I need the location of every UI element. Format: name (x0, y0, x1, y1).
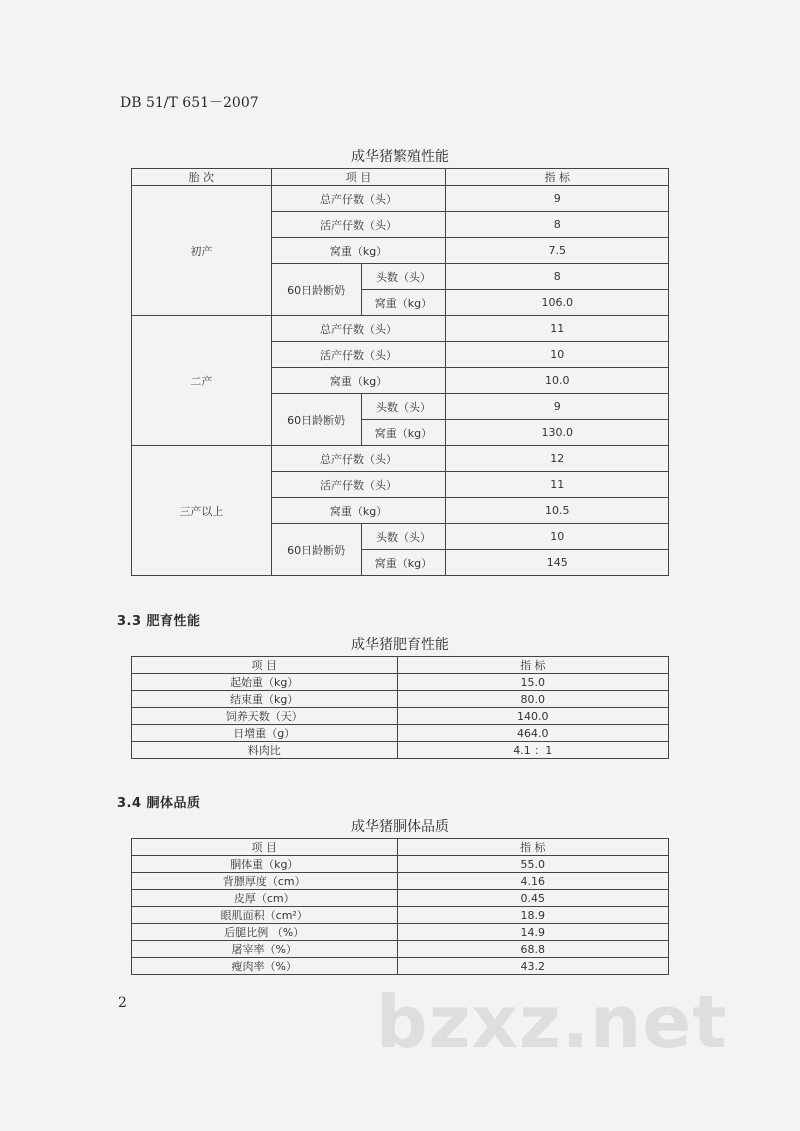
header-cell: 指 标 (446, 169, 669, 186)
item-cell: 起始重（kg） (132, 674, 398, 691)
item-cell: 后腿比例 （%） (132, 924, 398, 941)
parity-cell: 二产 (132, 316, 272, 446)
breeding-performance-table (131, 168, 669, 576)
table-row (132, 924, 669, 941)
value-cell: 145 (446, 550, 669, 576)
value-cell: 43.2 (397, 958, 668, 975)
item-cell: 活产仔数（头） (271, 472, 446, 498)
value-cell: 55.0 (397, 856, 668, 873)
parity-cell: 初产 (132, 186, 272, 316)
value-cell: 68.8 (397, 941, 668, 958)
value-cell: 18.9 (397, 907, 668, 924)
page-number: 2 (118, 995, 127, 1011)
watermark: bzxz.net (376, 980, 728, 1064)
header-cell: 项 目 (271, 169, 446, 186)
table-row (132, 674, 669, 691)
section-heading-3-4: 3.4 胴体品质 (117, 796, 201, 811)
item-cell: 总产仔数（头） (271, 186, 446, 212)
value-cell: 464.0 (397, 725, 669, 742)
value-cell: 106.0 (446, 290, 669, 316)
item-cell: 头数（头） (361, 264, 446, 290)
table-row (132, 941, 669, 958)
item-cell: 结束重（kg） (132, 691, 398, 708)
table-row (132, 890, 669, 907)
value-cell: 8 (446, 212, 669, 238)
item-cell: 料肉比 (132, 742, 398, 759)
item-cell: 窝重（kg） (271, 368, 446, 394)
item-cell: 总产仔数（头） (271, 446, 446, 472)
item-cell: 瘦肉率（%） (132, 958, 398, 975)
value-cell: 9 (446, 186, 669, 212)
table3-caption: 成华猪胴体品质 (351, 819, 449, 835)
value-cell: 7.5 (446, 238, 669, 264)
item-cell: 窝重（kg） (271, 238, 446, 264)
value-cell: 130.0 (446, 420, 669, 446)
table-row (132, 725, 669, 742)
value-cell: 9 (446, 394, 669, 420)
table-header-row (132, 839, 669, 856)
item-cell: 屠宰率（%） (132, 941, 398, 958)
item-cell: 头数（头） (361, 394, 446, 420)
fattening-performance-table (131, 656, 669, 759)
item-cell: 活产仔数（头） (271, 342, 446, 368)
table-row (132, 316, 669, 342)
item-cell: 活产仔数（头） (271, 212, 446, 238)
item-cell: 总产仔数（头） (271, 316, 446, 342)
carcass-quality-table (131, 838, 669, 975)
weaning-cell: 60日龄断奶 (271, 394, 361, 446)
weaning-cell: 60日龄断奶 (271, 264, 361, 316)
section-heading-3-3: 3.3 肥育性能 (117, 614, 201, 629)
weaning-cell: 60日龄断奶 (271, 524, 361, 576)
table-row (132, 691, 669, 708)
header-cell: 项 目 (132, 657, 398, 674)
table-header-row (132, 169, 669, 186)
table-row (132, 742, 669, 759)
item-cell: 窝重（kg） (361, 420, 446, 446)
table-row (132, 958, 669, 975)
header-cell: 指 标 (397, 839, 668, 856)
item-cell: 皮厚（cm） (132, 890, 398, 907)
value-cell: 80.0 (397, 691, 669, 708)
table-row (132, 446, 669, 472)
value-cell: 4.1 ：1 (397, 742, 669, 759)
standard-number: DB 51/T 651－2007 (120, 95, 259, 111)
table-row (132, 873, 669, 890)
table-row (132, 708, 669, 725)
value-cell: 140.0 (397, 708, 669, 725)
value-cell: 11 (446, 316, 669, 342)
table-header-row (132, 657, 669, 674)
item-cell: 眼肌面积（cm²） (132, 907, 398, 924)
item-cell: 背膘厚度（cm） (132, 873, 398, 890)
value-cell: 10 (446, 524, 669, 550)
table-row (132, 907, 669, 924)
header-cell: 项 目 (132, 839, 398, 856)
item-cell: 窝重（kg） (271, 498, 446, 524)
value-cell: 8 (446, 264, 669, 290)
value-cell: 14.9 (397, 924, 668, 941)
item-cell: 饲养天数（天） (132, 708, 398, 725)
item-cell: 胴体重（kg） (132, 856, 398, 873)
header-cell: 指 标 (397, 657, 669, 674)
table-row (132, 186, 669, 212)
item-cell: 头数（头） (361, 524, 446, 550)
table1-caption: 成华猪繁殖性能 (351, 149, 449, 165)
value-cell: 4.16 (397, 873, 668, 890)
item-cell: 窝重（kg） (361, 550, 446, 576)
header-cell: 胎 次 (132, 169, 272, 186)
item-cell: 窝重（kg） (361, 290, 446, 316)
value-cell: 10.0 (446, 368, 669, 394)
item-cell: 日增重（g） (132, 725, 398, 742)
value-cell: 10 (446, 342, 669, 368)
parity-cell: 三产以上 (132, 446, 272, 576)
value-cell: 12 (446, 446, 669, 472)
table-row (132, 856, 669, 873)
value-cell: 11 (446, 472, 669, 498)
value-cell: 10.5 (446, 498, 669, 524)
value-cell: 0.45 (397, 890, 668, 907)
table2-caption: 成华猪肥育性能 (351, 637, 449, 653)
value-cell: 15.0 (397, 674, 669, 691)
